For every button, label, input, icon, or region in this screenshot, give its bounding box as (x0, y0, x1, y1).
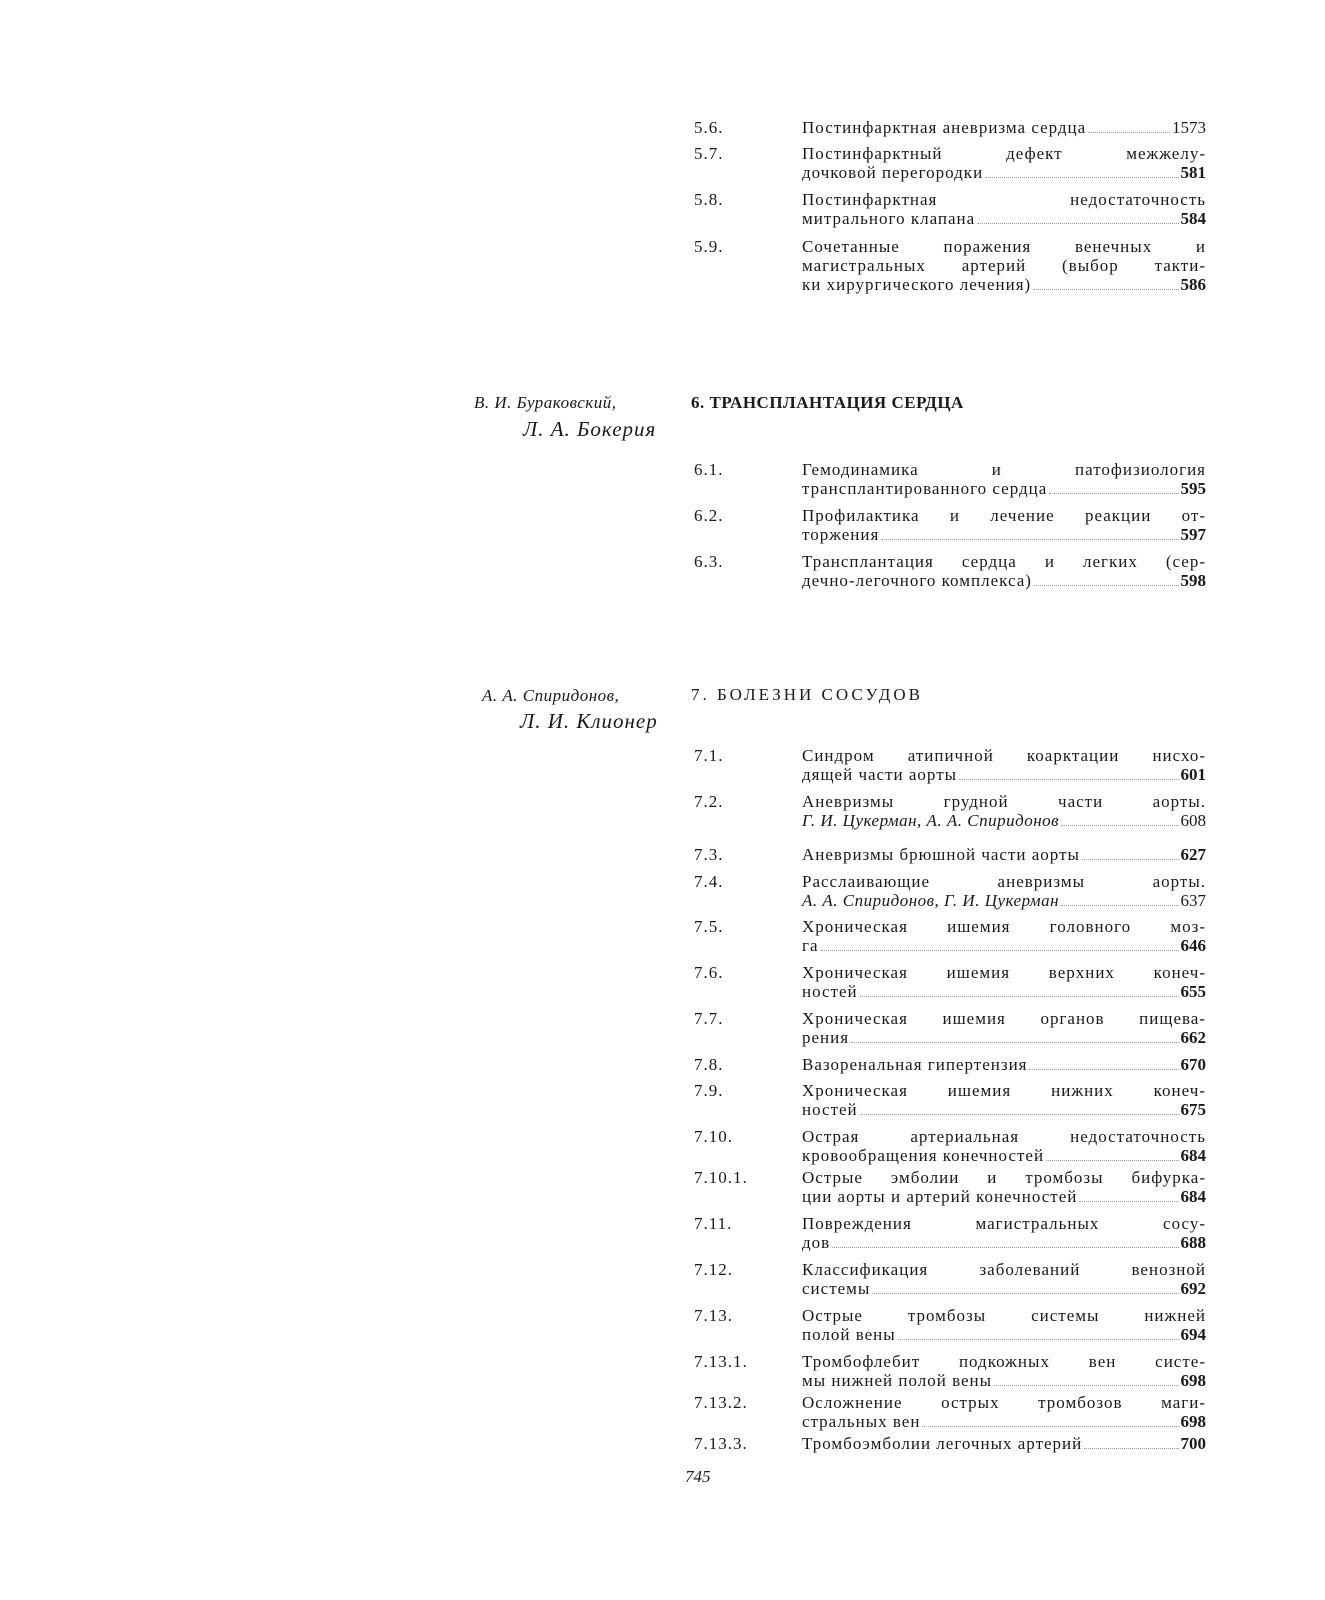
toc-entry-page: 694 (1180, 1325, 1206, 1344)
toc-entry-page: 598 (1180, 571, 1206, 590)
dot-leader (1084, 1448, 1178, 1449)
toc-entry-title (802, 746, 1206, 784)
toc-entry-title-line: Гемодинамика и патофизиология (802, 460, 1206, 479)
dot-leader (881, 539, 1178, 540)
toc-entry-title (802, 552, 1206, 590)
toc-entry-page: 584 (1180, 209, 1206, 228)
toc-entry-number: 7.10. (694, 1127, 733, 1146)
toc-entry-title (802, 1214, 1206, 1252)
toc-entry-title (802, 845, 1206, 864)
page-number: 745 (685, 1467, 711, 1486)
toc-entry-number: 7.7. (694, 1009, 724, 1028)
toc-entry-page: 586 (1180, 275, 1206, 294)
section7-heading: 7. БОЛЕЗНИ СОСУДОВ (691, 685, 923, 704)
toc-entry-number: 6.3. (694, 552, 724, 571)
dot-leader (860, 996, 1179, 997)
toc-entry-title (802, 1168, 1206, 1206)
toc-entry-page: 608 (1180, 811, 1206, 830)
toc-entry-title-line: магистральных артерий (выбор такти- (802, 256, 1206, 275)
toc-entry-title-line: мы нижней полой вены (802, 1371, 993, 1390)
toc-entry-number: 7.12. (694, 1260, 733, 1279)
toc-entry-title (802, 1081, 1206, 1119)
toc-entry-title (802, 963, 1206, 1001)
dot-leader (860, 1114, 1179, 1115)
toc-entry-number: 7.13.1. (694, 1352, 748, 1371)
toc-entry-title (802, 1055, 1206, 1074)
toc-entry-title-line: Повреждения магистральных сосу- (802, 1214, 1206, 1233)
dot-leader (1061, 905, 1178, 906)
toc-entry-title (802, 144, 1206, 182)
toc-entry-number: 7.13. (694, 1306, 733, 1325)
toc-entry-title-line: га (802, 936, 819, 955)
dot-leader (1033, 289, 1178, 290)
toc-entry-title (802, 1434, 1206, 1453)
dot-leader (922, 1426, 1178, 1427)
toc-entry-number: 6.1. (694, 460, 724, 479)
toc-entry-title (802, 1393, 1206, 1431)
toc-entry-title (802, 1009, 1206, 1047)
toc-entry-page: 655 (1180, 982, 1206, 1001)
toc-entry-title-line: Тромбофлебит подкожных вен систе- (802, 1352, 1206, 1371)
toc-entry-page: 581 (1180, 163, 1206, 182)
toc-entry-title-line: Хроническая ишемия головного моз- (802, 917, 1206, 936)
toc-entry-title-line: дов (802, 1233, 831, 1252)
dot-leader (994, 1385, 1178, 1386)
dot-leader (1049, 493, 1178, 494)
toc-entry-title-line: рения (802, 1028, 850, 1047)
toc-entry-page: 684 (1180, 1146, 1206, 1165)
toc-entry-title (802, 1352, 1206, 1390)
toc-entry-title (802, 237, 1206, 294)
toc-entry-number: 7.13.3. (694, 1434, 748, 1453)
toc-entry-number: 7.6. (694, 963, 724, 982)
toc-entry-title (802, 1260, 1206, 1298)
dot-leader (851, 1042, 1178, 1043)
toc-entry-number: 7.8. (694, 1055, 724, 1074)
toc-entry-number: 5.9. (694, 237, 724, 256)
toc-entry-title-line: дечно-легочного комплекса) (802, 571, 1032, 590)
toc-entry-page: 1573 (1172, 118, 1206, 137)
section6-author-1: В. И. Бураковский, (474, 393, 617, 412)
toc-entry-title-line: митрального клапана (802, 209, 976, 228)
dot-leader (872, 1293, 1178, 1294)
dot-leader (977, 223, 1178, 224)
toc-entry-number: 7.5. (694, 917, 724, 936)
dot-leader (1029, 1069, 1178, 1070)
dot-leader (1034, 585, 1179, 586)
toc-entry-number: 7.1. (694, 746, 724, 765)
dot-leader (898, 1339, 1179, 1340)
toc-entry-page: 688 (1180, 1233, 1206, 1252)
toc-entry-title (802, 1306, 1206, 1344)
toc-entry-authors: А. А. Спиридонов, Г. И. Цукерман (802, 891, 1060, 910)
toc-entry-page: 684 (1180, 1187, 1206, 1206)
toc-entry-number: 5.6. (694, 118, 724, 137)
toc-entry-title (802, 792, 1206, 830)
toc-entry-number: 7.3. (694, 845, 724, 864)
toc-entry-title-line: ностей (802, 1100, 858, 1119)
toc-entry-title-line: ки хирургического лечения) (802, 275, 1032, 294)
toc-entry-title-line: Острые тромбозы системы нижней (802, 1306, 1206, 1325)
toc-entry-title-line: трансплантированного сердца (802, 479, 1048, 498)
toc-entry-number: 7.11. (694, 1214, 733, 1233)
toc-entry-title-line: Острые эмболии и тромбозы бифурка- (802, 1168, 1206, 1187)
toc-entry-title-line: Аневризмы грудной части аорты. (802, 792, 1206, 811)
toc-entry-title-line: Постинфарктная недостаточность (802, 190, 1206, 209)
dot-leader (1088, 132, 1170, 133)
toc-entry-title-line: Хроническая ишемия верхних конеч- (802, 963, 1206, 982)
toc-entry-title-line: кровообращения конечностей (802, 1146, 1045, 1165)
dot-leader (1079, 1201, 1178, 1202)
toc-entry-title-line: Хроническая ишемия органов пищева- (802, 1009, 1206, 1028)
dot-leader (985, 177, 1178, 178)
toc-entry-page: 627 (1180, 845, 1206, 864)
toc-entry-page: 597 (1180, 525, 1206, 544)
toc-entry-title-line: Вазоренальная гипертензия (802, 1055, 1028, 1074)
toc-entry-number: 5.7. (694, 144, 724, 163)
toc-entry-title (802, 118, 1206, 137)
toc-entry-title-line: стральных вен (802, 1412, 921, 1431)
toc-entry-page: 637 (1180, 891, 1206, 910)
toc-entry-page: 700 (1180, 1434, 1206, 1453)
toc-entry-title-line: Сочетанные поражения венечных и (802, 237, 1206, 256)
toc-entry-number: 7.9. (694, 1081, 724, 1100)
section7-author-2: Л. И. Клионер (520, 709, 658, 733)
toc-entry-title-line: Хроническая ишемия нижних конеч- (802, 1081, 1206, 1100)
toc-entry-title (802, 872, 1206, 910)
toc-entry-number: 7.13.2. (694, 1393, 748, 1412)
dot-leader (1046, 1160, 1178, 1161)
toc-entry-title-line: Острая артериальная недостаточность (802, 1127, 1206, 1146)
toc-entry-title (802, 460, 1206, 498)
toc-entry-number: 7.4. (694, 872, 724, 891)
toc-entry-page: 670 (1180, 1055, 1206, 1074)
toc-entry-page: 662 (1180, 1028, 1206, 1047)
toc-entry-page: 692 (1180, 1279, 1206, 1298)
section7-author-1: А. А. Спиридонов, (482, 686, 620, 705)
toc-entry-title-line: торжения (802, 525, 880, 544)
toc-entry-page: 675 (1180, 1100, 1206, 1119)
toc-entry-title-line: Постинфарктная аневризма сердца (802, 118, 1087, 137)
toc-entry-number: 5.8. (694, 190, 724, 209)
toc-entry-number: 7.10.1. (694, 1168, 748, 1187)
toc-entry-title-line: Трансплантация сердца и легких (сер- (802, 552, 1206, 571)
section6-heading: 6. ТРАНСПЛАНТАЦИЯ СЕРДЦА (691, 393, 964, 412)
toc-entry-title-line: дящей части аорты (802, 765, 958, 784)
toc-entry-title-line: системы (802, 1279, 871, 1298)
toc-entry-number: 6.2. (694, 506, 724, 525)
toc-entry-title (802, 506, 1206, 544)
toc-entry-title-line: Осложнение острых тромбозов маги- (802, 1393, 1206, 1412)
toc-entry-title-line: ностей (802, 982, 858, 1001)
toc-entry-title-line: Профилактика и лечение реакции от- (802, 506, 1206, 525)
toc-entry-page: 698 (1180, 1371, 1206, 1390)
toc-entry-title-line: полой вены (802, 1325, 896, 1344)
toc-entry-page: 646 (1180, 936, 1206, 955)
toc-entry-title-line: Расслаивающие аневризмы аорты. (802, 872, 1206, 891)
dot-leader (1061, 825, 1178, 826)
toc-entry-page: 698 (1180, 1412, 1206, 1431)
toc-entry-authors: Г. И. Цукерман, А. А. Спиридонов (802, 811, 1060, 830)
toc-entry-title-line: ции аорты и артерий конечностей (802, 1187, 1078, 1206)
toc-entry-page: 601 (1180, 765, 1206, 784)
dot-leader (832, 1247, 1178, 1248)
toc-entry-title-line: Аневризмы брюшной части аорты (802, 845, 1080, 864)
toc-entry-title-line: Синдром атипичной коарктации нисхо- (802, 746, 1206, 765)
toc-entry-page: 595 (1180, 479, 1206, 498)
dot-leader (959, 779, 1178, 780)
dot-leader (1082, 859, 1179, 860)
toc-entry-title (802, 917, 1206, 955)
section6-author-2: Л. А. Бокерия (523, 417, 657, 441)
dot-leader (821, 950, 1179, 951)
toc-entry-number: 7.2. (694, 792, 724, 811)
toc-entry-title-line: дочковой перегородки (802, 163, 984, 182)
toc-entry-title-line: Классификация заболеваний венозной (802, 1260, 1206, 1279)
toc-entry-title-line: Постинфарктный дефект межжелу- (802, 144, 1206, 163)
toc-entry-title (802, 190, 1206, 228)
toc-entry-title (802, 1127, 1206, 1165)
toc-entry-title-line: Тромбоэмболии легочных артерий (802, 1434, 1083, 1453)
